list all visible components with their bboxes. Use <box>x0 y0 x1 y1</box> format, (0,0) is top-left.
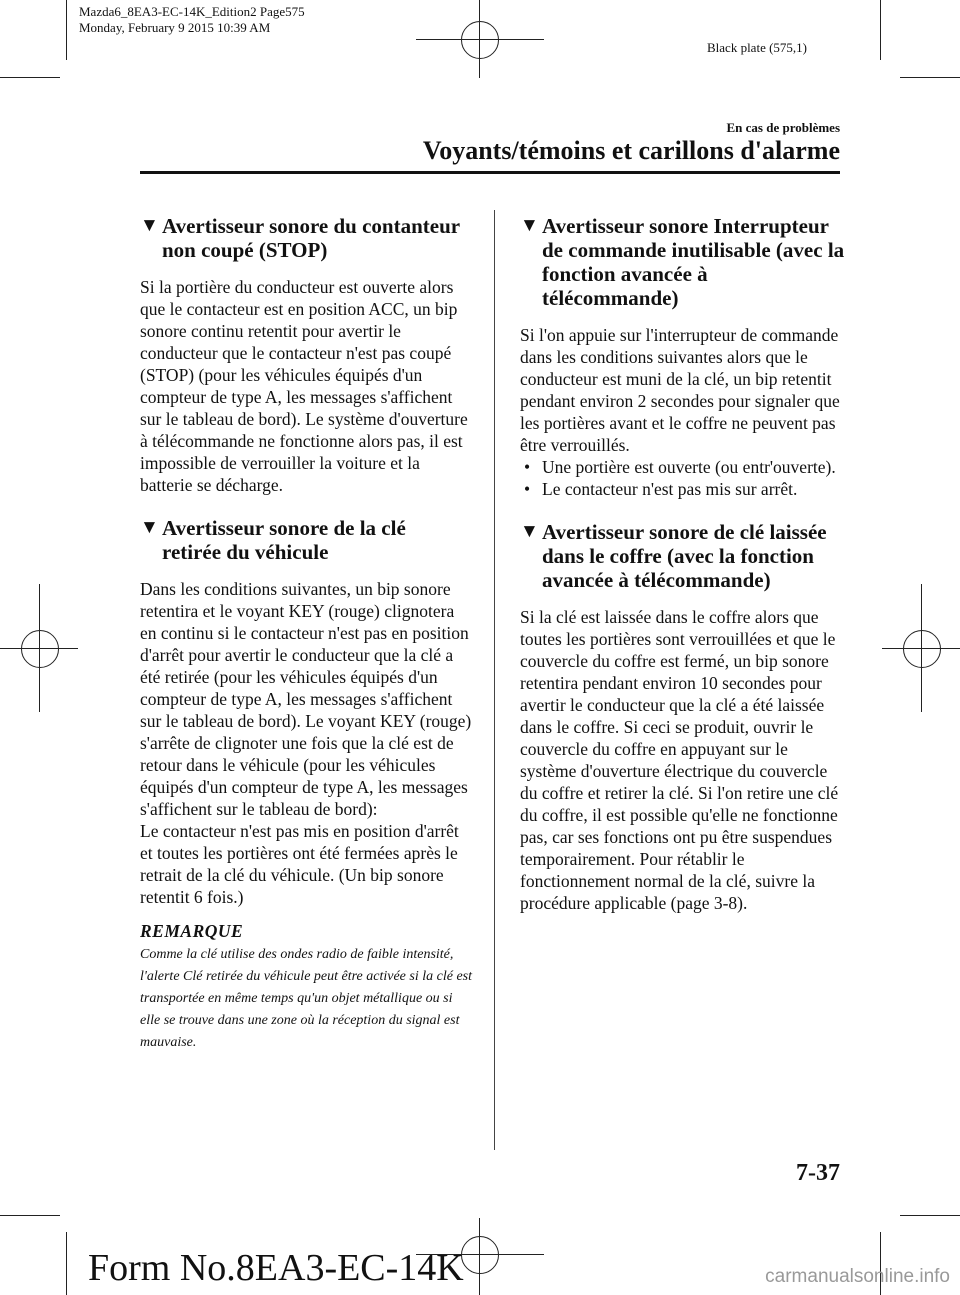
chapter-name: En cas de problèmes <box>726 120 840 135</box>
crop-mark <box>66 0 67 60</box>
triangle-marker-icon: ▼ <box>140 517 159 538</box>
header-rule <box>140 171 840 174</box>
heading-line: dans le coffre (avec la fonction <box>542 544 814 568</box>
print-meta-file: Mazda6_8EA3-EC-14K_Edition2 Page575 <box>79 4 305 19</box>
paragraph-key-in-trunk: Si la clé est laissée dans le coffre alors que toutes les portières sont verrouillées et que le couvercle du coffre est fermé, un bip sonore retentira pendant environ 10 secondes pour avertir le conducteur que la clé a été laissée dans le coffre. Si ceci se produit, ouvrir le couvercle du coffre en appuyant sur le système d'ouverture électrique du couvercle du coffre et retirer la clé. Si l'on retire une clé du coffre, il est possible qu'elle ne fonctionne pas, car ses fonctions ont pu être suspendues temporairement. Pour rétablir le fonctionnement normal de la clé, suivre la procédure applicable (page 3-8). <box>520 607 839 913</box>
heading-line: Avertisseur sonore de la clé <box>162 516 406 540</box>
crop-mark <box>880 0 881 60</box>
registration-circle-top <box>461 21 499 59</box>
column-divider <box>494 210 495 1150</box>
triangle-marker-icon: ▼ <box>140 215 159 236</box>
crop-mark <box>900 1215 960 1216</box>
crop-mark <box>66 1232 67 1295</box>
list-item <box>520 456 845 478</box>
crop-mark <box>0 77 60 78</box>
page-number: 7-37 <box>796 1160 840 1186</box>
black-plate-label: Black plate (575,1) <box>707 40 807 55</box>
right-column <box>520 214 845 914</box>
heading-line: retirée du véhicule <box>162 540 329 564</box>
registration-circle-bottom <box>461 1236 499 1274</box>
triangle-marker-icon: ▼ <box>520 215 539 236</box>
heading-line: Avertisseur sonore du contanteur <box>162 214 461 238</box>
section-title: Voyants/témoins et carillons d'alarme <box>422 136 840 165</box>
paragraph-switch-inoperable: Si l'on appuie sur l'interrupteur de commande dans les conditions suivantes alors que le conducteur est muni de la clé, un bip retentit pendant environ 2 secondes pour signaler que les portières avant et le coffre ne peuvent pas être verrouillés. <box>520 325 840 455</box>
bullet-icon: • <box>524 479 531 499</box>
list-item-text: Le contacteur n'est pas mis sur arrêt. <box>542 479 798 499</box>
paragraph-key-removed: Dans les conditions suivantes, un bip sonore retentira et le voyant KEY (rouge) clignotera en continu si le contacteur n'est pas en position d'arrêt pour avertir le conducteur que la clé a été retirée (pour les véhicules équipés d'un compteur de type A, les messages s'affichent sur le tableau de bord). Le voyant KEY (rouge) s'arrête de clignoter une fois que la clé est de retour dans le véhicule (pour les véhicules équipés d'un compteur de type A, les messages s'affichent sur le tableau de bord): <box>140 579 472 819</box>
print-meta <box>79 4 305 36</box>
watermark: carmanualsonline.info <box>765 1266 950 1287</box>
heading-line: de commande inutilisable (avec la <box>542 238 845 262</box>
form-number: Form No.8EA3-EC-14K <box>88 1247 464 1289</box>
left-column <box>140 214 475 1054</box>
heading-line: Avertisseur sonore Interrupteur <box>542 214 829 238</box>
note-label: REMARQUE <box>140 921 244 941</box>
crop-mark <box>900 77 960 78</box>
triangle-marker-icon: ▼ <box>520 521 539 542</box>
section-heading-switch-inoperable <box>520 214 845 310</box>
heading-line: Avertisseur sonore de clé laissée <box>542 520 827 544</box>
heading-line: fonction avancée à télécommande) <box>542 262 708 310</box>
paragraph-key-removed-condition: Le contacteur n'est pas mis en position d'arrêt et toutes les portières ont été fermées après le retrait de la clé du véhicule. (Un bip sonore retentit 6 fois.) <box>140 821 459 907</box>
list-item-text: Une portière est ouverte (ou entr'ouverte). <box>542 457 836 477</box>
bullet-icon: • <box>524 457 531 477</box>
paragraph-stop-warning: Si la portière du conducteur est ouverte alors que le contacteur est en position ACC, un bip sonore continu retentit pour avertir le conducteur que le contacteur n'est pas coupé (STOP) (pour les véhicules équipés d'un compteur de type A, les messages s'affichent sur le tableau de bord). Le système d'ouverture à télécommande ne fonctionne alors pas, il est impossible de verrouiller la voiture et la batterie se décharge. <box>140 277 468 495</box>
section-heading-stop <box>140 214 475 262</box>
section-heading-key-in-trunk <box>520 520 845 592</box>
crop-mark <box>0 1215 60 1216</box>
registration-circle-left <box>21 630 59 668</box>
note-text: Comme la clé utilise des ondes radio de faible intensité, l'alerte Clé retirée du véhicule peut être activée si la clé est transportée en même temps qu'un objet métallique ou si elle se trouve dans une zone où la réception du signal est mauvaise. <box>140 947 472 1050</box>
heading-line: non coupé (STOP) <box>162 238 328 262</box>
print-meta-date: Monday, February 9 2015 10:39 AM <box>79 20 271 35</box>
heading-line: avancée à télécommande) <box>542 568 771 592</box>
list-item <box>520 478 845 500</box>
section-heading-key-removed <box>140 516 475 564</box>
registration-circle-right <box>903 630 941 668</box>
